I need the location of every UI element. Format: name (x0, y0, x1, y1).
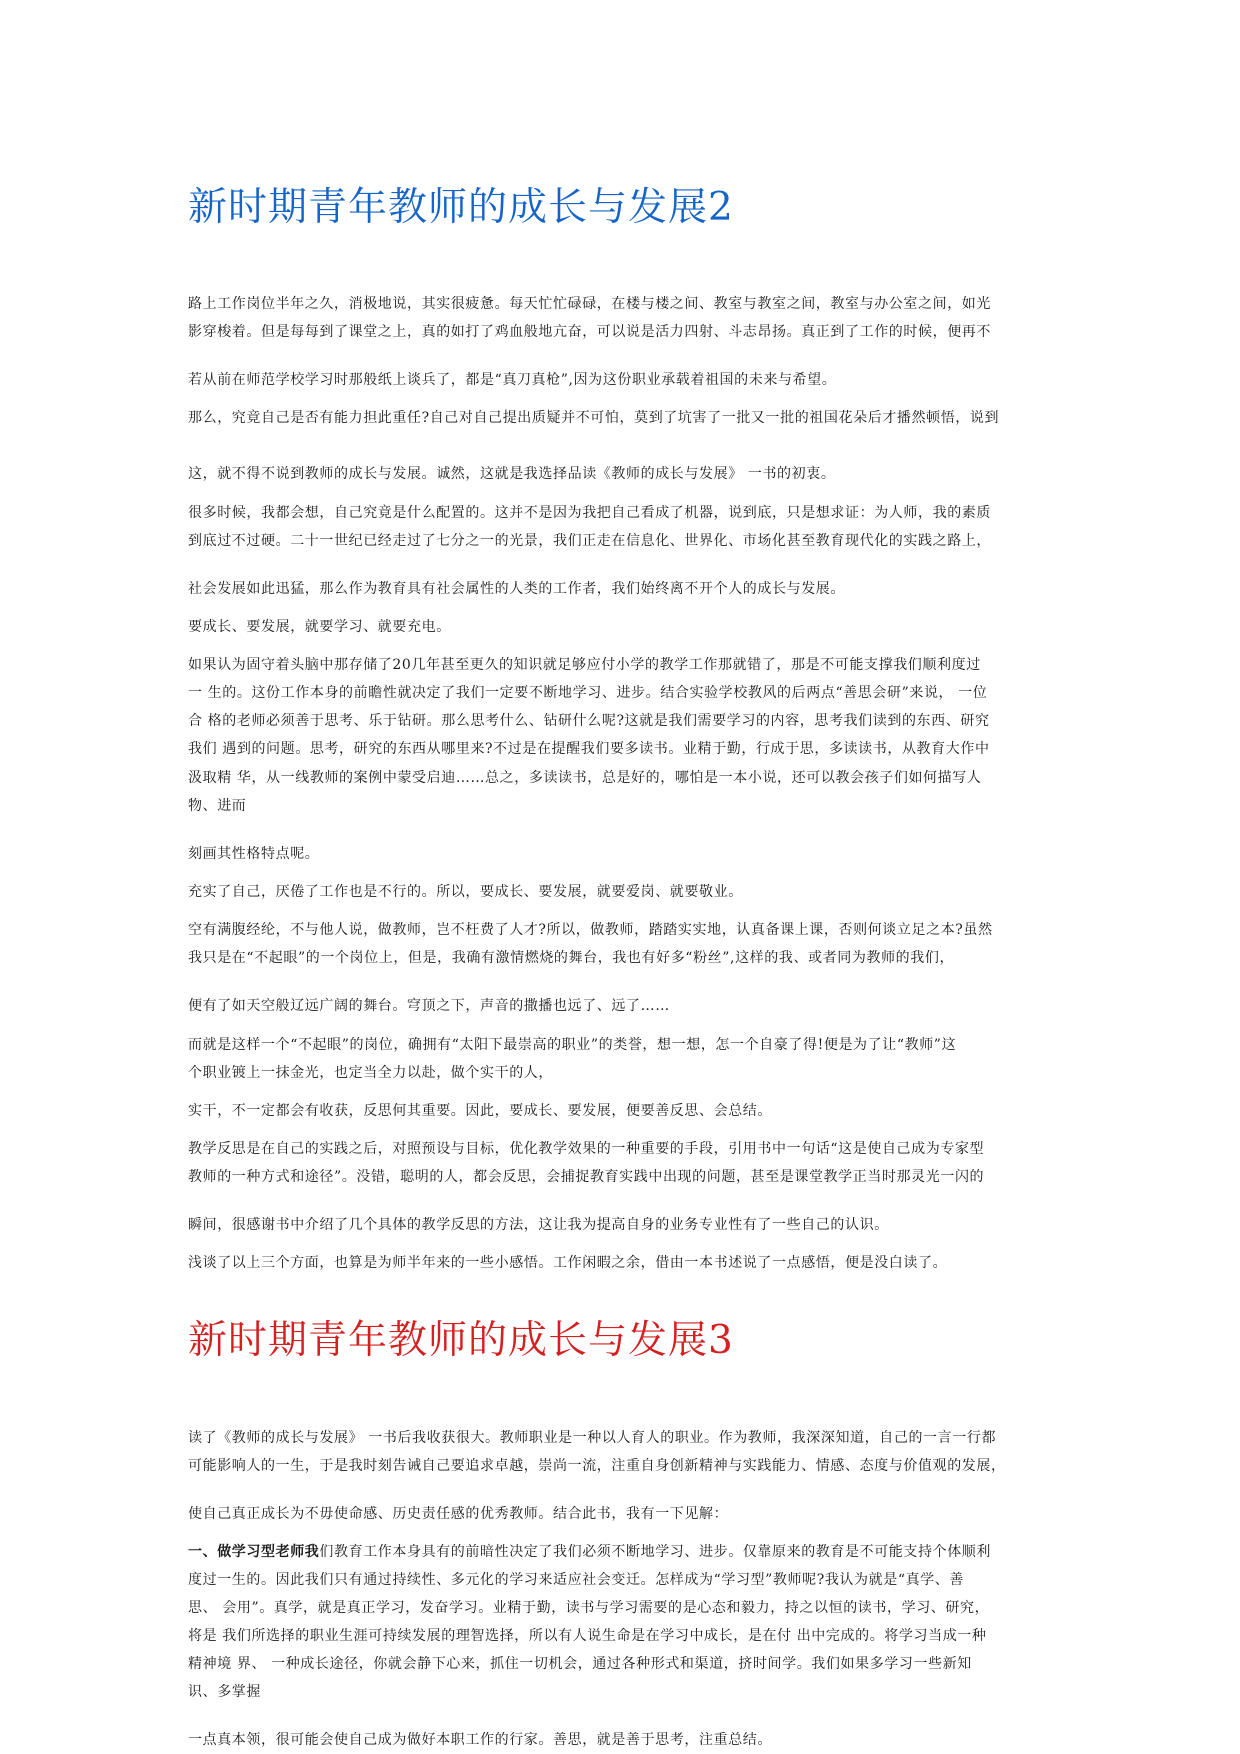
paragraph-text: 们教育工作本身具有的前暗性决定了我们必须不断地学习、进步。仅靠原来的教育是不可能支持个体顺利 (319, 1544, 992, 1560)
paragraph-line: 刻画其性格特点呢。 (188, 846, 320, 862)
paragraph-line: 社会发展如此迅猛，那么作为教育具有社会属性的人类的工作者，我们始终离不开个人的成长与发展。 (188, 581, 845, 597)
paragraph-line: 将是 我们所选择的职业生涯可持续发展的理智选择，所以有人说生命是在学习中成长，是在付 出中完成的。将学习当成一种 (188, 1628, 987, 1644)
paragraph-line: 合 格的老师必须善于思考、乐于钻研。那么思考什么、钻研什么呢?这就是我们需要学习的内容，思考我们读到的东西、研究 (188, 713, 990, 729)
paragraph-line: 要成长、要发展，就要学习、就要充电。 (188, 619, 451, 635)
paragraph-line: 实干，不一定都会有收获，反思何其重要。因此，要成长、要发展，便要善反思、会总结。 (188, 1103, 772, 1119)
paragraph-line: 很多时候，我都会想，自己究竟是什么配置的。这并不是因为我把自己看成了机器，说到底，只是想求证：为人师，我的素质 (188, 505, 991, 521)
paragraph-line: 汲取精 华，从一线教师的案例中蒙受启迪……总之，多读读书，总是好的，哪怕是一本小说，还可以教会孩子们如何描写人 (188, 770, 982, 786)
paragraph-line: 度过一生的。因此我们只有通过持续性、多元化的学习来适应社会变迁。怎样成为“学习型”教师呢?我认为就是“真学、善 (188, 1572, 964, 1588)
paragraph-line: 一 生的。这份工作本身的前瞻性就决定了我们一定要不断地学习、进步。结合实验学校教风的后两点“善思会研”来说， 一位 (188, 685, 988, 701)
paragraph-line: 瞬间，很感谢书中介绍了几个具体的教学反思的方法，这让我为提高自身的业务专业性有了一些自己的认识。 (188, 1217, 889, 1233)
paragraph-line: 影穿梭着。但是每每到了课堂之上，真的如打了鸡血般地亢奋，可以说是活力四射、斗志昂扬。真正到了工作的时候，便再不 (188, 324, 991, 340)
paragraph-line: 使自己真正成长为不毋使命感、历史责任感的优秀教师。结合此书，我有一下见解： (188, 1506, 729, 1522)
paragraph-line: 便有了如天空般辽远广阔的舞台。穹顶之下，声音的撒播也远了、远了…… (188, 998, 670, 1014)
paragraph-line: 个职业镀上一抹金光，也定当全力以赴，做个实干的人， (188, 1065, 553, 1081)
paragraph-line: 思、 会用”。真学，就是真正学习，发奋学习。业精于勤，读书与学习需要的是心态和毅力，持之以恒的读书，学习、研究， (188, 1600, 990, 1616)
paragraph-line: 到底过不过硬。二十一世纪已经走过了七分之一的光景，我们正走在信息化、世界化、市场化甚至教育现代化的实践之路上， (188, 533, 991, 549)
paragraph-line: 我们 遇到的问题。思考，研究的东西从哪里来?不过是在提醒我们要多读书。业精于勤，行成于思，多读读书，从教育大作中 (188, 741, 990, 757)
paragraph-line: 教师的一种方式和途径”。没错，聪明的人，都会反思，会捕捉教育实践中出现的问题，甚至是课堂教学正当时那灵光一闪的 (188, 1169, 985, 1185)
paragraph-line: 而就是这样一个“不起眼”的岗位，确拥有“太阳下最崇高的职业”的类誉，想一想，怎一个自豪了得!便是为了让“教师”这 (188, 1037, 957, 1053)
paragraph-line: 如果认为固守着头脑中那存储了20几年甚至更久的知识就足够应付小学的教学工作那就错了，那是不可能支撑我们顺利度过 (188, 657, 981, 673)
paragraph-line: 若从前在师范学校学习时那般纸上谈兵了，都是“真刀真枪”,因为这份职业承载着祖国的未来与希望。 (188, 372, 837, 388)
paragraph-line: 空有满腹经纶，不与他人说，做教师，岂不枉费了人才?所以，做教师，踏踏实实地，认真备课上课，否则何谈立足之本?虽然 (188, 922, 993, 938)
paragraph-line (188, 1543, 991, 1561)
paragraph-line: 充实了自己，厌倦了工作也是不行的。所以，要成长、要发展，就要爱岗、就要敬业。 (188, 884, 743, 900)
paragraph-line: 教学反思是在自己的实践之后，对照预设与目标，优化教学效果的一种重要的手段，引用书中一句话“这是使自己成为专家型 (188, 1141, 985, 1157)
paragraph-line: 读了《教师的成长与发展》 一书后我收获很大。教师职业是一种以人育人的职业。作为教师，我深深知道，自己的一言一行都 (188, 1430, 997, 1446)
paragraph-line: 识、多掌握 (188, 1684, 261, 1700)
section-2-title: 新时期青年教师的成长与发展2 (188, 185, 734, 230)
paragraph-line: 这，就不得不说到教师的成长与发展。诚然，这就是我选择品读《教师的成长与发展》 一书的初衷。 (188, 466, 836, 482)
paragraph-line: 精神境 界、 一种成长途径，你就会静下心来，抓住一切机会，通过各种形式和渠道，挤时间学。我们如果多学习一些新知 (188, 1656, 972, 1672)
paragraph-line: 那么，究竟自己是否有能力担此重任?自己对自己提出质疑并不可怕，莫到了坑害了一批又一批的祖国花朵后才播然顿悟，说到 (188, 410, 1000, 426)
paragraph-line: 可能影响人的一生，于是我时刻告诫自己要追求卓越，崇尚一流，注重自身创新精神与实践能力、情感、态度与价值观的发展， (188, 1458, 1006, 1474)
paragraph-line: 物、进而 (188, 798, 247, 814)
paragraph-line: 浅谈了以上三个方面，也算是为师半年来的一些小感悟。工作闲暇之余，借由一本书述说了一点感悟，便是没白读了。 (188, 1255, 948, 1271)
paragraph-line: 一点真本领，很可能会使自己成为做好本职工作的行家。善思，就是善于思考，注重总结。 (188, 1732, 772, 1748)
bold-lead-text: 一、做学习型老师我 (188, 1544, 320, 1560)
section-3-title: 新时期青年教师的成长与发展3 (188, 1318, 734, 1363)
paragraph-line: 我只是在“不起眼”的一个岗位上，但是，我确有激情燃烧的舞台，我也有好多“粉丝”,这样的我、或者同为教师的我们， (188, 950, 955, 966)
paragraph-line: 路上工作岗位半年之久，消极地说，其实很疲惫。每天忙忙碌碌，在楼与楼之间、教室与教室之间，教室与办公室之间，如光 (188, 296, 991, 312)
